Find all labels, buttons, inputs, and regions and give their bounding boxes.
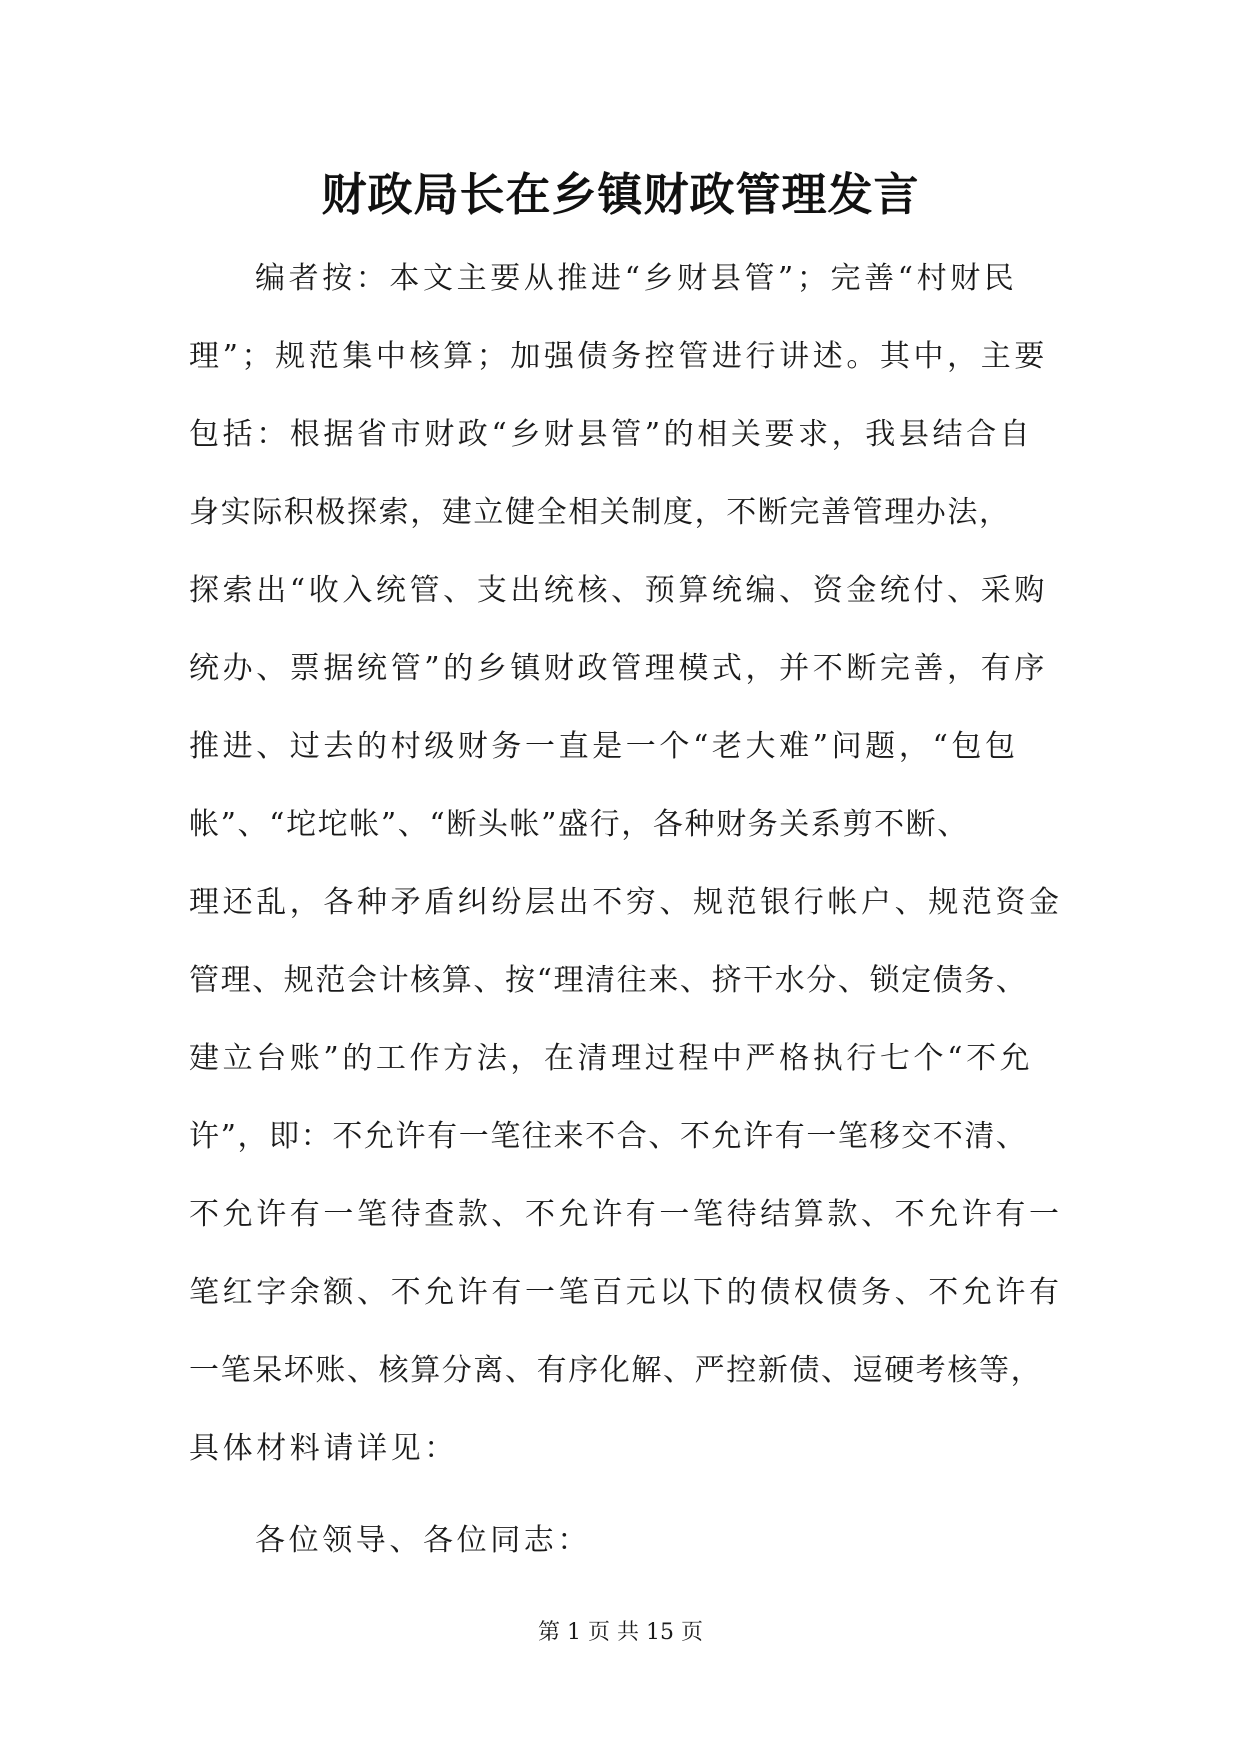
greeting: 各位领导、各位同志： xyxy=(255,1523,591,1558)
editor-note-line: 探索出“收入统管、支出统核、预算统编、资金统付、采购 xyxy=(189,573,1048,608)
editor-note-line: 笔红字余额、不允许有一笔百元以下的债权债务、不允许有 xyxy=(189,1275,1063,1310)
editor-note-line: 理”；规范集中核算；加强债务控管进行讲述。其中，主要 xyxy=(189,339,1048,374)
editor-note-line: 管理、规范会计核算、按“理清往来、挤干水分、锁定债务、 xyxy=(189,963,1028,998)
document-title: 财政局长在乡镇财政管理发言 xyxy=(321,168,920,221)
editor-note-line: 推进、过去的村级财务一直是一个“老大难”问题，“包包 xyxy=(189,729,1019,764)
editor-note-line: 许”，即：不允许有一笔往来不合、不允许有一笔移交不清、 xyxy=(189,1119,1028,1154)
editor-note-line: 帐”、“坨坨帐”、“断头帐”盛行，各种财务关系剪不断、 xyxy=(189,807,969,842)
editor-note-line: 不允许有一笔待查款、不允许有一笔待结算款、不允许有一 xyxy=(189,1197,1063,1232)
editor-note-line: 具体材料请详见： xyxy=(189,1431,458,1466)
editor-note-line: 一笔呆坏账、核算分离、有序化解、严控新债、逗硬考核等， xyxy=(189,1353,1043,1388)
page-number-footer: 第 1 页 共 15 页 xyxy=(538,1620,703,1645)
editor-note xyxy=(189,240,1069,1488)
editor-note-line: 编者按：本文主要从推进“乡财县管”；完善“村财民 xyxy=(255,261,1018,296)
editor-note-line: 包括：根据省市财政“乡财县管”的相关要求，我县结合自 xyxy=(189,417,1034,452)
editor-note-line: 统办、票据统管”的乡镇财政管理模式，并不断完善，有序 xyxy=(189,651,1048,686)
editor-note-line: 身实际积极探索，建立健全相关制度，不断完善管理办法， xyxy=(189,495,1011,530)
editor-note-line: 理还乱，各种矛盾纠纷层出不穷、规范银行帐户、规范资金 xyxy=(189,885,1063,920)
editor-note-line: 建立台账”的工作方法，在清理过程中严格执行七个“不允 xyxy=(189,1041,1034,1076)
